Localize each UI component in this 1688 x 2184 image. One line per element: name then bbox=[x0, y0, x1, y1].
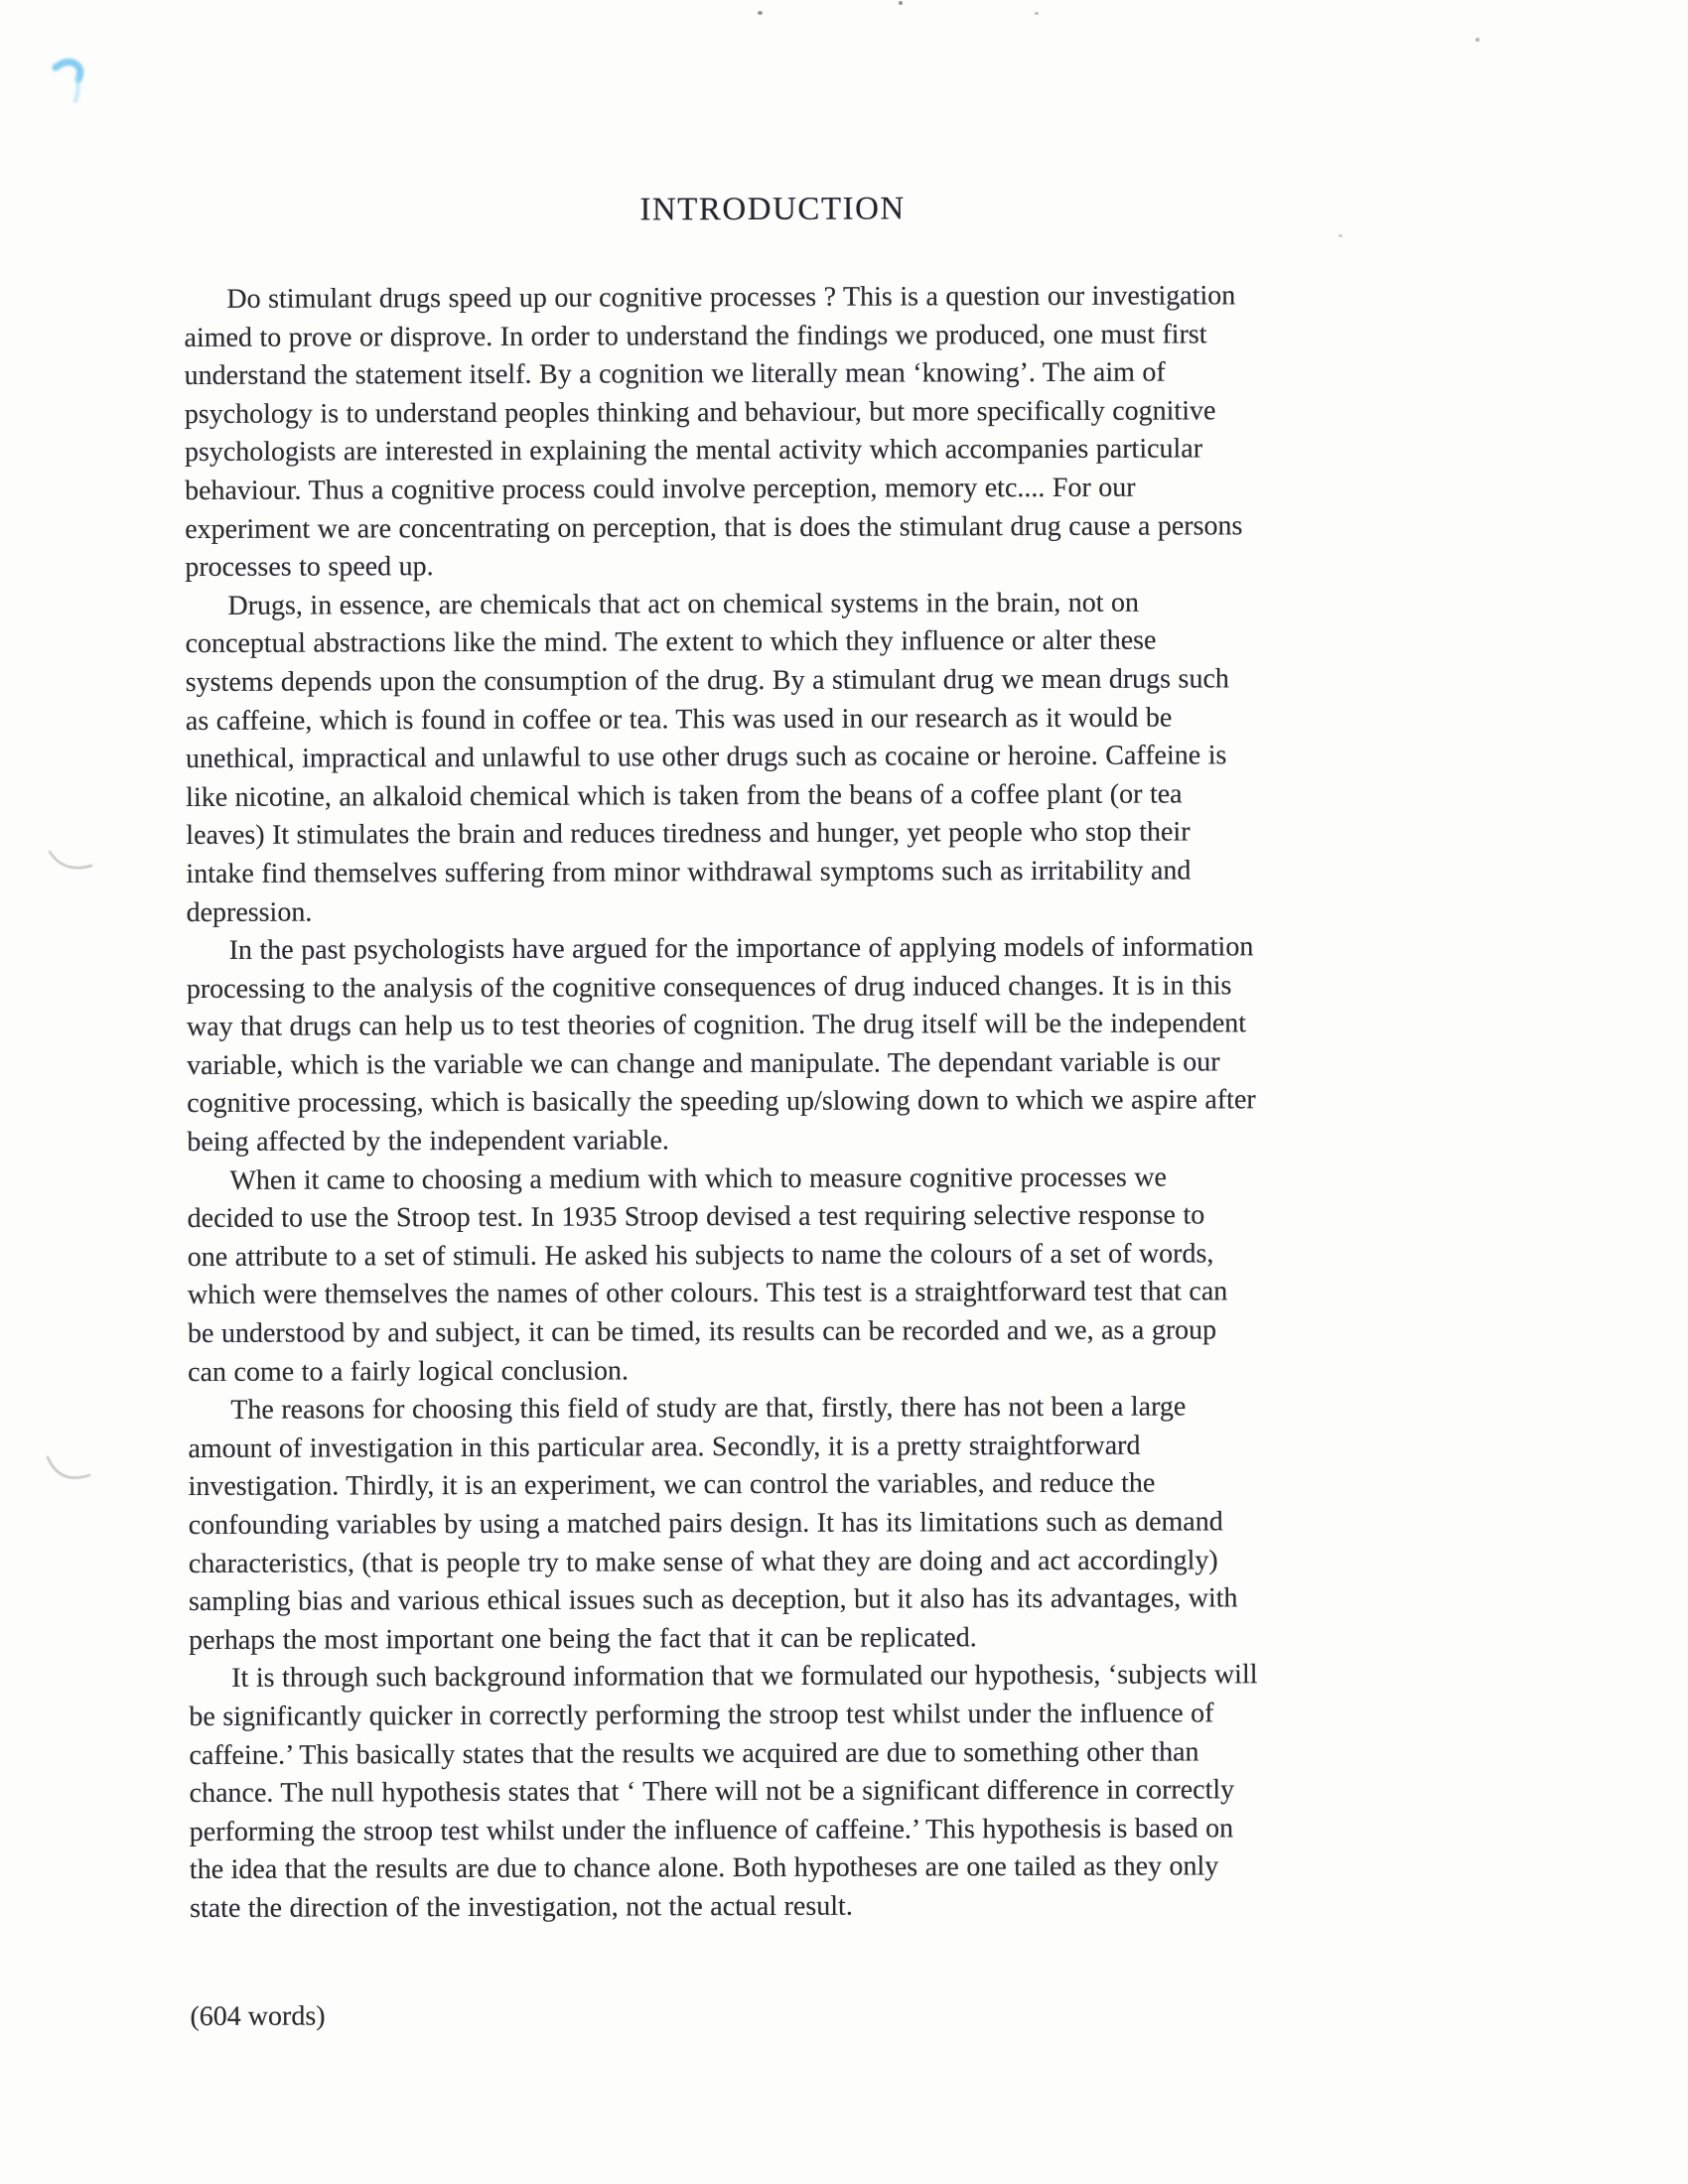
text-line: systems depends upon the consumption of the drug. By a stimulant drug we mean drugs such bbox=[185, 663, 1229, 698]
text-line: decided to use the Stroop test. In 1935 Stroop devised a test requiring selective response to bbox=[187, 1199, 1205, 1235]
text-line: sampling bias and various ethical issues such as deception, but it also has its advantages, with bbox=[188, 1582, 1238, 1618]
text-line: When it came to choosing a medium with which to measure cognitive processes we bbox=[229, 1161, 1167, 1196]
text-line: psychologists are interested in explaining the mental activity which accompanies particular bbox=[184, 433, 1203, 469]
text-line: variable, which is the variable we can change and manipulate. The dependant variable is our bbox=[187, 1046, 1220, 1081]
text-line: being affected by the independent variable. bbox=[187, 1125, 669, 1159]
text-line: conceptual abstractions like the mind. The extent to which they influence or alter these bbox=[185, 624, 1157, 660]
paragraph bbox=[187, 928, 1459, 1162]
text-line: aimed to prove or disprove. In order to understand the findings we produced, one must first bbox=[184, 318, 1207, 353]
text-line: experiment we are concentrating on perception, that is does the stimulant drug cause a persons bbox=[185, 509, 1243, 545]
document-body bbox=[184, 277, 1461, 1929]
text-line: be understood by and subject, it can be timed, its results can be recorded and we, as a group bbox=[187, 1314, 1217, 1350]
paragraph bbox=[184, 277, 1456, 588]
text-line: one attribute to a set of stimuli. He asked his subjects to name the colours of a set of words, bbox=[187, 1238, 1214, 1273]
text-line: like nicotine, an alkaloid chemical which is taken from the beans of a coffee plant (or tea bbox=[186, 778, 1183, 813]
text-line: can come to a fairly logical conclusion. bbox=[188, 1355, 630, 1388]
text-line: which were themselves the names of other colours. This test is a straightforward test that can bbox=[187, 1276, 1228, 1311]
text-line: It is through such background information that we formulated our hypothesis, ‘subjects will bbox=[231, 1659, 1258, 1695]
paragraph bbox=[187, 1158, 1459, 1392]
text-line: behaviour. Thus a cognitive process could involve perception, memory etc.... For our bbox=[184, 472, 1136, 506]
text-line: characteristics, (that is people try to make sense of what they are doing and act accordingly) bbox=[188, 1544, 1218, 1579]
text-line: performing the stroop test whilst under the influence of caffeine.’ This hypothesis is based on bbox=[189, 1813, 1234, 1847]
text-line: be significantly quicker in correctly performing the stroop test whilst under the influence of bbox=[189, 1698, 1214, 1732]
text-line: cognitive processing, which is basically the speeding up/slowing down to which we aspire after bbox=[187, 1084, 1256, 1120]
pencil-arc-lower bbox=[44, 1451, 93, 1493]
paragraph bbox=[189, 1656, 1461, 1929]
page-title: INTRODUCTION bbox=[639, 191, 906, 228]
text-line: psychology is to understand peoples thinking and behaviour, but more specifically cognitive bbox=[184, 395, 1216, 430]
dust-speck bbox=[1476, 38, 1479, 42]
text-line: caffeine.’ This basically states that the results we acquired are due to something other than bbox=[189, 1736, 1199, 1771]
text-line: investigation. Thirdly, it is an experiment, we can control the variables, and reduce the bbox=[188, 1467, 1156, 1503]
text-line: leaves) It stimulates the brain and reduces tiredness and hunger, yet people who stop their bbox=[186, 816, 1191, 852]
blue-ink-smudge bbox=[48, 52, 95, 115]
document-content bbox=[184, 188, 1461, 2037]
dust-speck bbox=[899, 1, 903, 5]
text-line: understand the statement itself. By a cognition we literally mean ‘knowing’. The aim of bbox=[184, 356, 1166, 392]
text-line: processing to the analysis of the cognitive consequences of drug induced changes. It is in this bbox=[186, 970, 1232, 1005]
paragraph bbox=[188, 1388, 1460, 1661]
text-line: way that drugs can help us to test theories of cognition. The drug itself will be the independent bbox=[186, 1008, 1247, 1043]
text-line: state the direction of the investigation, not the actual result. bbox=[189, 1890, 853, 1924]
dust-speck bbox=[1035, 12, 1039, 15]
text-line: depression. bbox=[186, 896, 313, 928]
pencil-arc-upper bbox=[46, 844, 95, 880]
word-count: (604 words) bbox=[190, 2000, 326, 2032]
text-line: Drugs, in essence, are chemicals that act on chemical systems in the brain, not on bbox=[227, 587, 1140, 621]
text-line: processes to speed up. bbox=[185, 551, 434, 584]
text-line: as caffeine, which is found in coffee or tea. This was used in our research as it would be bbox=[185, 702, 1173, 737]
dust-speck bbox=[758, 11, 763, 15]
text-line: perhaps the most important one being the fact that it can be replicated. bbox=[189, 1622, 977, 1656]
paragraph bbox=[185, 583, 1457, 932]
text-line: unethical, impractical and unlawful to use other drugs such as cocaine or heroine. Caffeine is bbox=[185, 740, 1227, 775]
text-line: In the past psychologists have argued for the importance of applying models of information bbox=[228, 931, 1254, 966]
text-line: The reasons for choosing this field of study are that, firstly, there has not been a large bbox=[230, 1391, 1187, 1427]
text-line: confounding variables by using a matched pairs design. It has its limitations such as demand bbox=[188, 1506, 1223, 1541]
text-line: intake find themselves suffering from minor withdrawal symptoms such as irritability and bbox=[186, 855, 1192, 889]
text-line: chance. The null hypothesis states that ‘ There will not be a significant difference in correctly bbox=[189, 1774, 1235, 1810]
text-line: amount of investigation in this particular area. Secondly, it is a pretty straightforward bbox=[188, 1430, 1141, 1464]
text-line: Do stimulant drugs speed up our cognitive processes ? This is a question our investigation bbox=[226, 280, 1236, 315]
text-line: the idea that the results are due to chance alone. Both hypotheses are one tailed as they only bbox=[189, 1850, 1219, 1886]
